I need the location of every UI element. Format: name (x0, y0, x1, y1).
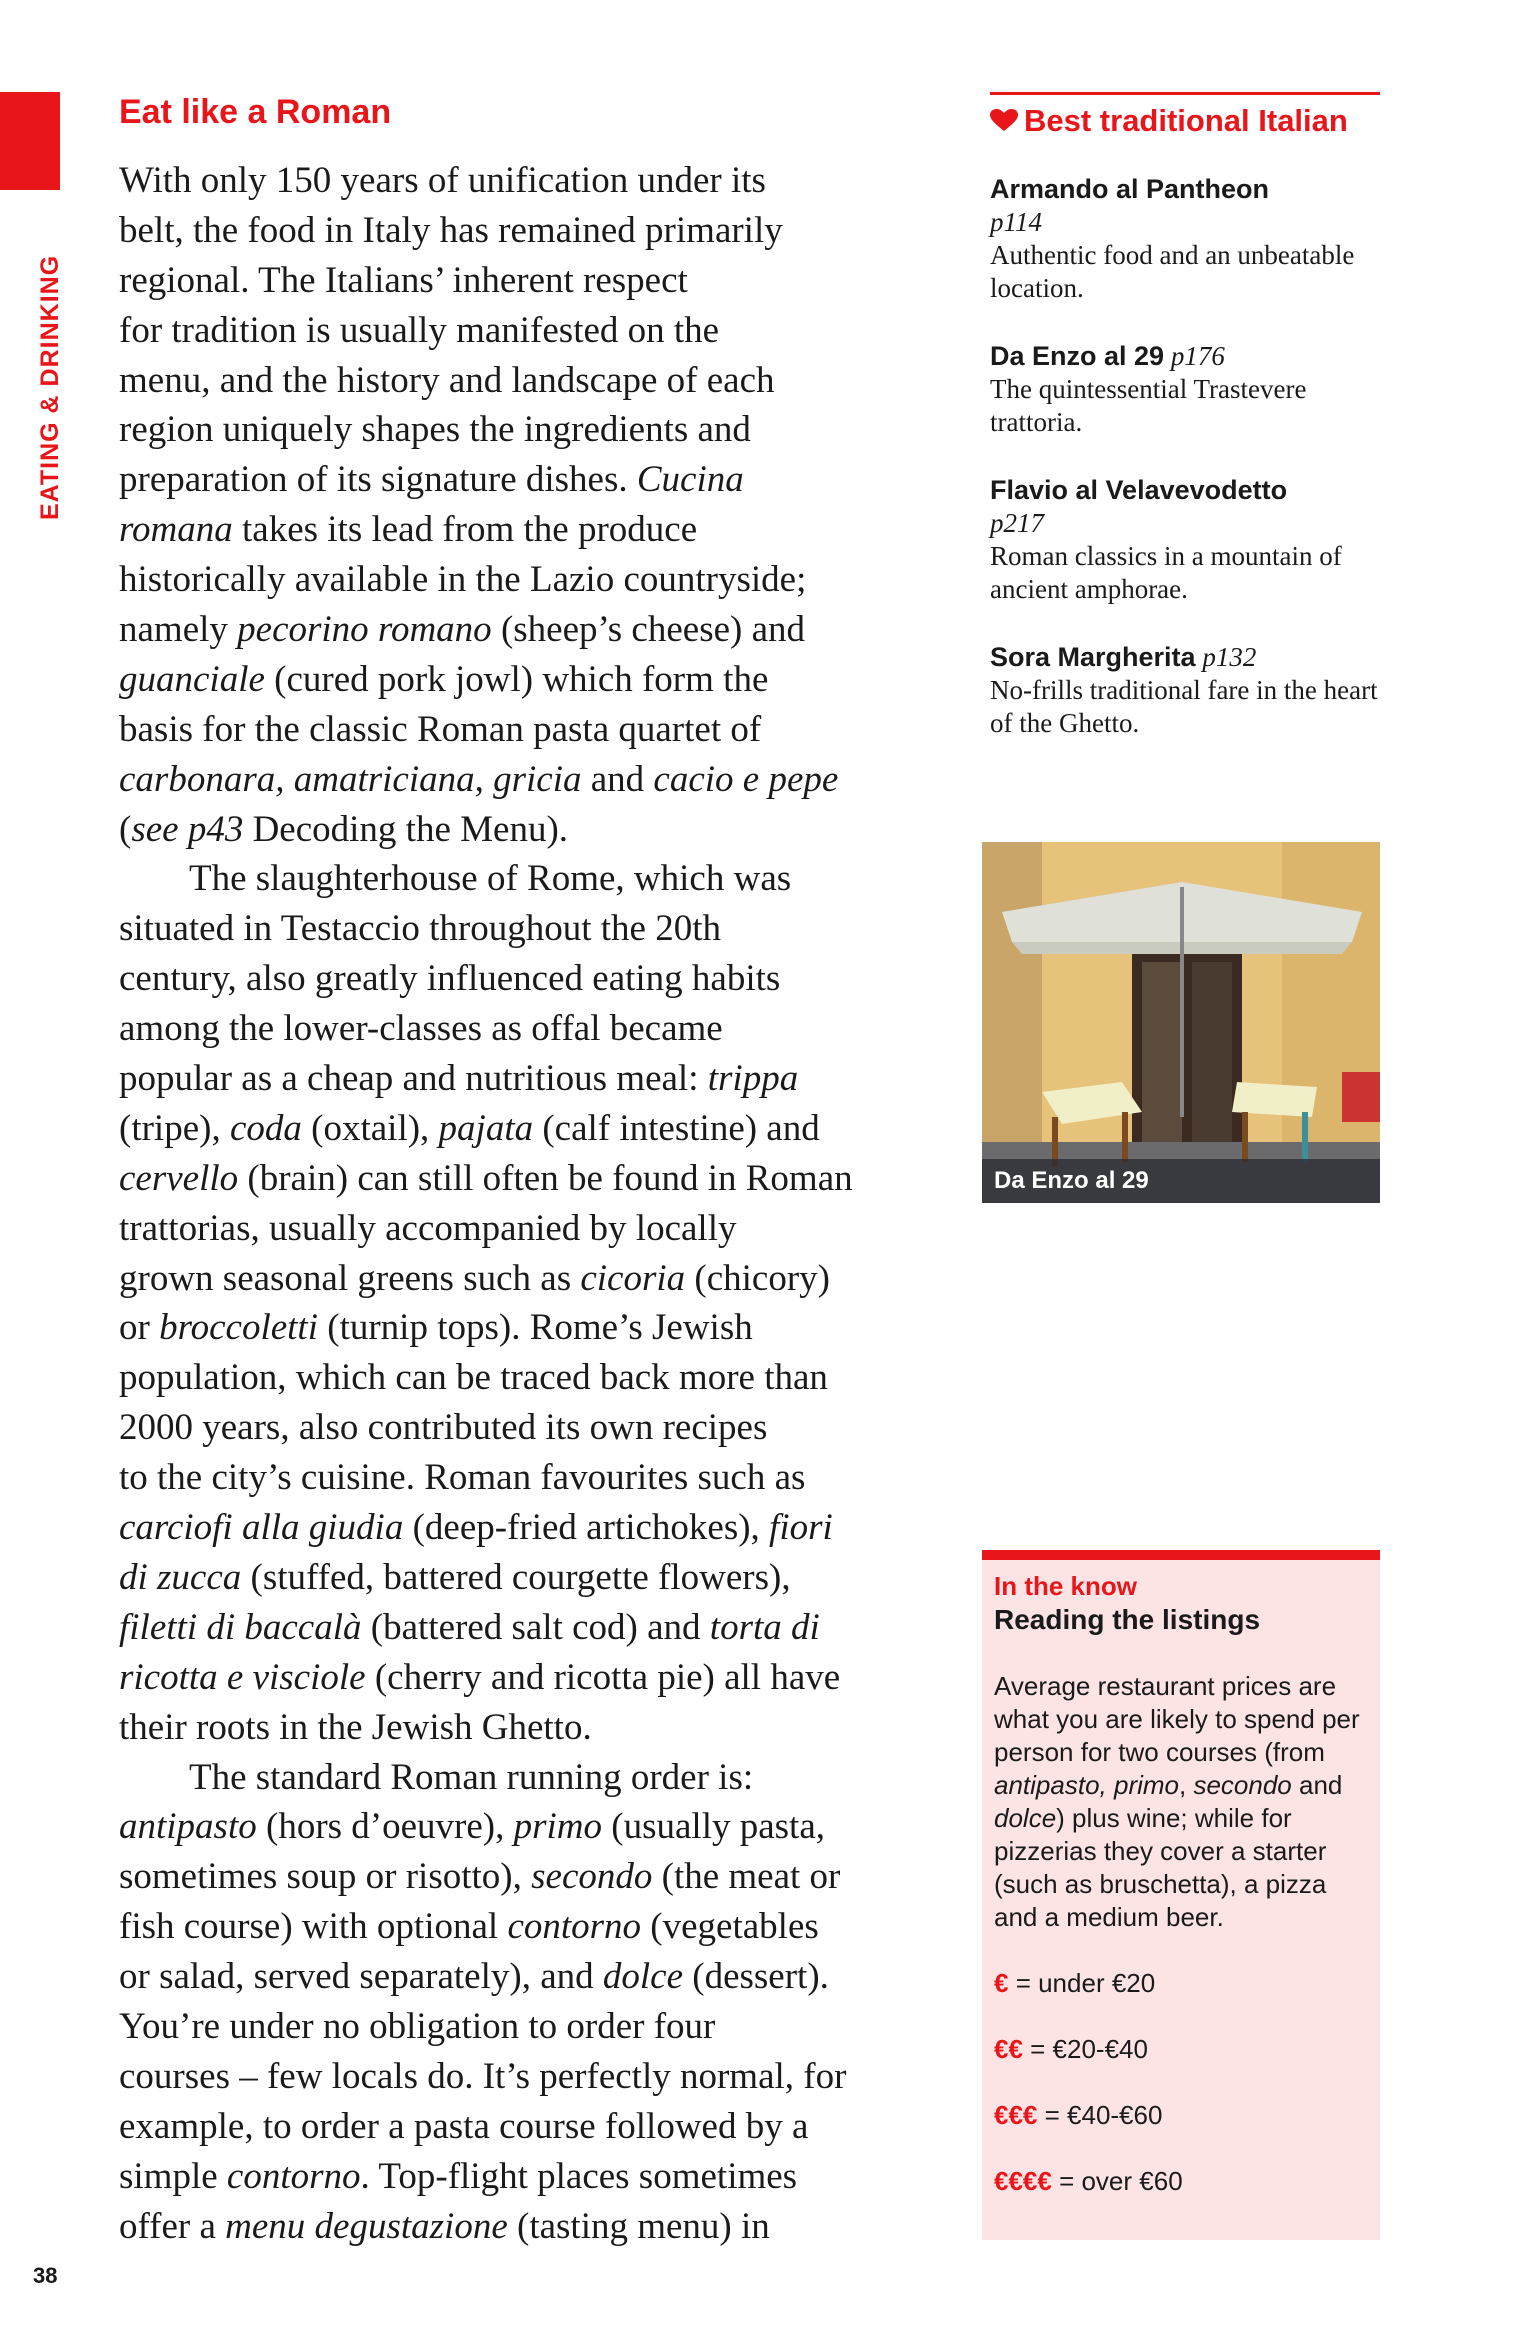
body-line (119, 1503, 853, 1553)
italic-term: torta di (709, 1606, 820, 1648)
body-line (119, 904, 853, 954)
listing-name[interactable]: Da Enzo al 29 (990, 341, 1165, 371)
italic-term: Cucina (636, 459, 744, 501)
body-text: 2000 years, also contributed its own recipes (119, 1407, 768, 1449)
italic-term: antipasto (119, 1806, 257, 1848)
body-text: . Top-flight places sometimes (360, 2155, 798, 2197)
body-text: (the meat or (652, 1856, 841, 1898)
body-line (119, 306, 853, 356)
body-line (119, 2002, 853, 2052)
body-text: (deep-fried artichokes), (403, 1507, 770, 1549)
body-line (119, 1254, 853, 1304)
body-text: popular as a cheap and nutritious meal: (119, 1058, 708, 1100)
italic-term: guanciale (119, 658, 265, 700)
body-line (119, 455, 853, 505)
body-text: among the lower-classes as offal became (119, 1008, 723, 1050)
italic-term: broccoletti (159, 1307, 318, 1349)
body-text: (hors d’oeuvre), (256, 1806, 514, 1848)
body-text: (tasting menu) in (507, 2205, 770, 2247)
listing-description: The quintessential Trastevere trattoria. (990, 374, 1307, 437)
body-text: for tradition is usually manifested on the (119, 309, 720, 351)
body-line (119, 805, 853, 855)
italic-term: cervello (119, 1157, 239, 1199)
body-line (119, 1902, 853, 1952)
body-line (119, 356, 853, 406)
italic-term: contorno (226, 2155, 361, 2197)
italic-term: see p43 (131, 808, 244, 850)
body-line (119, 755, 853, 805)
body-line (119, 256, 853, 306)
body-line (119, 1204, 853, 1254)
price-band (994, 2099, 1368, 2132)
in-the-know-box (982, 1550, 1380, 2240)
listing-item (990, 340, 1380, 439)
body-line (119, 1453, 853, 1503)
body-text: example, to order a pasta course followed by a (119, 2105, 809, 2147)
body-line (119, 655, 853, 705)
body-text: (brain) can still often be found in Roman (238, 1157, 853, 1199)
body-text: population, which can be traced back more than (119, 1357, 828, 1399)
body-text: The slaughterhouse of Rome, which was (189, 858, 792, 900)
italic-term: fiori (769, 1507, 833, 1549)
body-line (119, 2152, 853, 2202)
body-text: (cured pork jowl) which form the (264, 658, 769, 700)
body-line (119, 1603, 853, 1653)
body-line (119, 1403, 853, 1453)
italic-term: pecorino romano (237, 609, 492, 651)
body-text: sometimes soup or risotto), (119, 1856, 532, 1898)
body-line (119, 1952, 853, 2002)
italic-term: primo (513, 1806, 603, 1848)
article-title: Eat like a Roman (119, 93, 392, 131)
price-band (994, 1967, 1368, 2000)
body-text: simple (119, 2155, 227, 2197)
body-line (119, 1353, 853, 1403)
section-tab (0, 92, 60, 190)
body-line (119, 605, 853, 655)
body-text: offer a (119, 2205, 226, 2247)
box-text: Average restaurant prices are what you are likely to spend per person for two courses (from antipasto, primo, secondo and dolce) plus wine; while for pizzerias they cover a starter (such as bruschetta), a pizza and a medium beer. (994, 1671, 1360, 1932)
body-text: trattorias, usually accompanied by locally (119, 1207, 737, 1249)
body-text: menu, and the history and landscape of each (119, 359, 775, 401)
body-line (119, 954, 853, 1004)
body-text: courses – few locals do. It’s perfectly normal, for (119, 2055, 847, 2097)
italic-term: trippa (707, 1058, 799, 1100)
listing-item (990, 173, 1380, 305)
listing-page-ref[interactable]: p114 (990, 207, 1042, 237)
listing-description: Authentic food and an unbeatable location. (990, 240, 1355, 303)
body-text: fish course) with optional (119, 1906, 508, 1948)
italic-term: secondo (531, 1856, 653, 1898)
body-line (119, 705, 853, 755)
price-band (994, 2165, 1368, 2198)
body-text: their roots in the Jewish Ghetto. (119, 1706, 592, 1748)
body-text: (battered salt cod) and (361, 1606, 710, 1648)
italic-term: carciofi alla giudia (119, 1507, 404, 1549)
price-symbol: €€€ (994, 2100, 1038, 2130)
price-band (994, 2033, 1368, 2066)
photo-caption: Da Enzo al 29 (982, 1159, 1380, 1203)
body-line (119, 1303, 853, 1353)
italic-term: filetti di baccalà (119, 1606, 362, 1648)
body-text: and (581, 758, 654, 800)
price-label: = €20-€40 (1022, 2034, 1148, 2064)
body-line (119, 1852, 853, 1902)
price-symbol: € (994, 1968, 1009, 1998)
body-text: (usually pasta, (602, 1806, 825, 1848)
body-text: (turnip tops). Rome’s Jewish (318, 1307, 753, 1349)
body-text: region uniquely shapes the ingredients and (119, 409, 751, 451)
body-text: to the city’s cuisine. Roman favourites such as (119, 1457, 806, 1499)
listing-description: No-frills traditional fare in the heart of the Ghetto. (990, 675, 1378, 738)
heart-icon (990, 104, 1024, 137)
price-symbol: €€€€ (994, 2166, 1052, 2196)
article-body (119, 156, 853, 2251)
body-text: Decoding the Menu). (243, 808, 569, 850)
italic-term: romana (119, 509, 233, 551)
page-number: 38 (33, 2263, 58, 2288)
italic-term: carbonara, amatriciana, gricia (119, 758, 582, 800)
body-text: (stuffed, battered courgette flowers), (241, 1556, 791, 1598)
sidebar-rule (990, 92, 1380, 95)
body-text: (dessert). (683, 1956, 829, 1998)
price-symbol: €€ (994, 2034, 1023, 2064)
box-title: Reading the listings (994, 1604, 1261, 1635)
body-text: or salad, served separately), and (119, 1956, 603, 1998)
body-text: situated in Testaccio throughout the 20th (119, 908, 721, 950)
body-text: regional. The Italians’ inherent respect (119, 259, 688, 301)
body-text: historically available in the Lazio countryside; (119, 559, 807, 601)
body-line (119, 854, 853, 904)
body-line (119, 1553, 853, 1603)
body-text: (sheep’s cheese) and (491, 609, 806, 651)
body-line (119, 1753, 853, 1803)
body-line (119, 1653, 853, 1703)
italic-term: coda (229, 1107, 302, 1149)
italic-term: menu degustazione (225, 2205, 508, 2247)
price-label: = €40-€60 (1037, 2100, 1163, 2130)
listing-description: Roman classics in a mountain of ancient amphorae. (990, 541, 1342, 604)
body-text: (vegetables (641, 1906, 819, 1948)
listing-item (990, 641, 1380, 740)
body-text: namely (119, 609, 238, 651)
italic-term: contorno (507, 1906, 642, 1948)
box-kicker: In the know (994, 1571, 1137, 1601)
italic-term: dolce (602, 1956, 683, 1998)
italic-term: ricotta e visciole (119, 1656, 366, 1698)
price-label: = over €60 (1051, 2166, 1183, 2196)
body-line (119, 2202, 853, 2252)
restaurant-photo (982, 842, 1380, 1203)
body-text: ( (119, 808, 132, 850)
best-traditional-sidebar (990, 92, 1380, 740)
price-label: = under €20 (1008, 1968, 1156, 1998)
body-line (119, 1703, 853, 1753)
box-rule (982, 1550, 1380, 1560)
body-line (119, 1054, 853, 1104)
italic-term: cicoria (580, 1257, 686, 1299)
italic-term: cacio e pepe (653, 758, 839, 800)
body-text: (tripe), (119, 1107, 230, 1149)
body-text: (oxtail), (301, 1107, 439, 1149)
listing-page-ref[interactable]: p132 (1202, 642, 1257, 672)
italic-term: di zucca (119, 1556, 242, 1598)
body-text: (cherry and ricotta pie) all have (365, 1656, 841, 1698)
body-text: You’re under no obligation to order four (119, 2005, 716, 2047)
body-text: preparation of its signature dishes. (119, 459, 637, 501)
body-line (119, 2052, 853, 2102)
body-line (119, 1154, 853, 1204)
body-text: basis for the classic Roman pasta quartet of (119, 708, 762, 750)
listing-item (990, 474, 1380, 606)
body-line (119, 405, 853, 455)
listing-name[interactable]: Sora Margherita (990, 642, 1196, 672)
listing-page-ref[interactable]: p176 (1170, 341, 1225, 371)
body-line (119, 505, 853, 555)
body-line (119, 1004, 853, 1054)
body-text: takes its lead from the produce (232, 509, 698, 551)
body-text: With only 150 years of unification under its (119, 160, 766, 201)
body-line (119, 2102, 853, 2152)
body-line (119, 1104, 853, 1154)
listing-name[interactable]: Flavio al Velavevodetto (990, 475, 1288, 505)
body-text: The standard Roman running order is: (189, 1756, 754, 1798)
body-line (119, 1802, 853, 1852)
body-line (119, 555, 853, 605)
body-text: century, also greatly influenced eating habits (119, 958, 781, 1000)
body-text: grown seasonal greens such as (119, 1257, 581, 1299)
body-text: (calf intestine) and (533, 1107, 820, 1149)
body-text: (chicory) (685, 1257, 830, 1299)
listing-page-ref[interactable]: p217 (990, 508, 1044, 538)
sidebar-title: Best traditional Italian (990, 104, 1380, 137)
body-line (119, 156, 853, 206)
listing-name[interactable]: Armando al Pantheon (990, 174, 1270, 204)
italic-term: pajata (438, 1107, 534, 1149)
body-line (119, 206, 853, 256)
section-label: EATING & DRINKING (36, 254, 64, 520)
body-text: belt, the food in Italy has remained primarily (119, 209, 783, 251)
body-text: or (119, 1307, 160, 1349)
